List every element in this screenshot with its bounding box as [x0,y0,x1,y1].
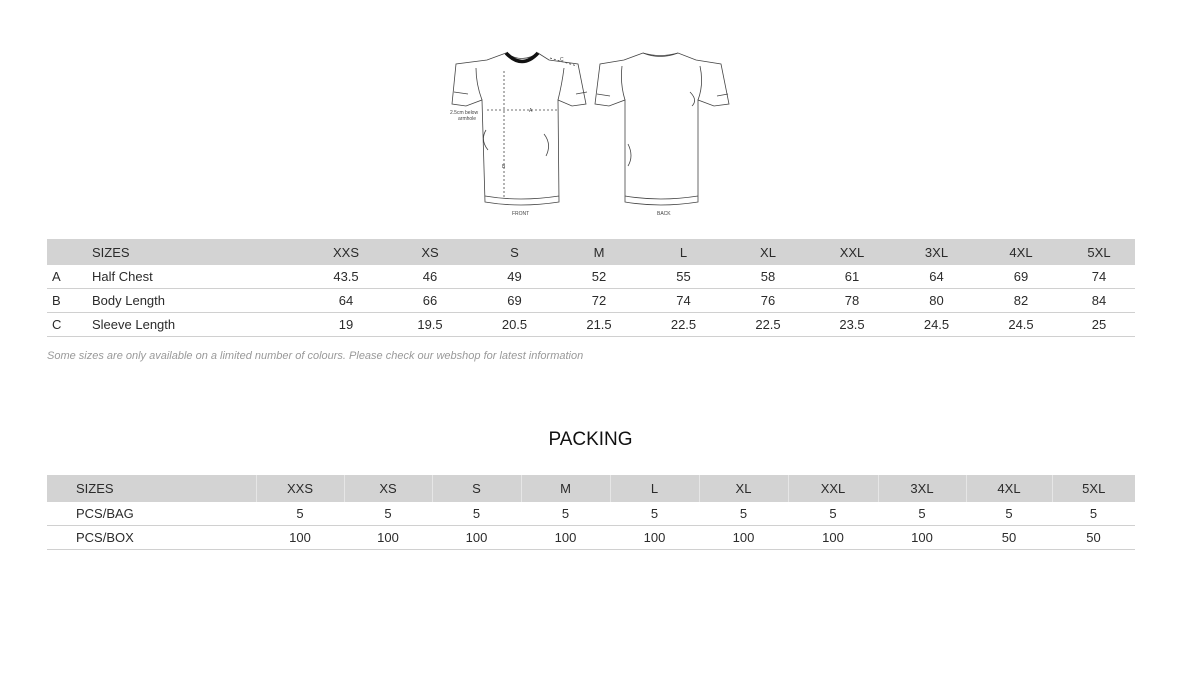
cell-value: 23.5 [810,313,894,337]
tshirt-front-drawing [452,53,587,205]
packing-table [47,475,1135,550]
cell-value: 19 [304,313,388,337]
packing-size-header-3xl: 3XL [878,475,966,502]
packing-size-header-s: S [432,475,521,502]
cell-value: 21.5 [557,313,641,337]
cell-value: 74 [1063,265,1135,289]
cell-value: 20.5 [472,313,557,337]
cell-value: 50 [1052,526,1135,550]
cell-value: 69 [472,289,557,313]
table-row-pcs-box [47,526,1135,550]
cell-value: 5 [699,502,788,526]
cell-value: 52 [557,265,641,289]
packing-size-header-xs: XS [344,475,432,502]
cell-value: 24.5 [894,313,979,337]
cell-value: 5 [966,502,1052,526]
cell-value: 64 [304,289,388,313]
packing-size-header-m: M [521,475,610,502]
front-label: FRONT [512,211,530,217]
cell-value: 100 [878,526,966,550]
row-label: PCS/BOX [47,526,256,550]
cell-value: 74 [641,289,726,313]
cell-value: 82 [979,289,1063,313]
size-header-4xl: 4XL [979,239,1063,265]
armhole-note-line2: armhole [458,116,477,122]
cell-value: 61 [810,265,894,289]
packing-size-header-4xl: 4XL [966,475,1052,502]
cell-value: 5 [878,502,966,526]
packing-size-header-xxs: XXS [256,475,344,502]
size-header-xl: XL [726,239,810,265]
cell-value: 58 [726,265,810,289]
size-header-xxs: XXS [304,239,388,265]
cell-value: 25 [1063,313,1135,337]
cell-value: 22.5 [641,313,726,337]
row-letter: B [47,289,92,313]
cell-value: 100 [699,526,788,550]
size-header-l: L [641,239,726,265]
cell-value: 64 [894,265,979,289]
armhole-note-line1: 2.5cm below [450,110,479,116]
row-label: Body Length [92,289,304,313]
cell-value: 46 [388,265,472,289]
cell-value: 5 [610,502,699,526]
cell-value: 72 [557,289,641,313]
size-header-xxl: XXL [810,239,894,265]
table-row-pcs-bag [47,502,1135,526]
cell-value: 84 [1063,289,1135,313]
measure-c-label: C [560,57,564,63]
cell-value: 66 [388,289,472,313]
row-letter: C [47,313,92,337]
cell-value: 100 [610,526,699,550]
cell-value: 100 [344,526,432,550]
cell-value: 43.5 [304,265,388,289]
cell-value: 24.5 [979,313,1063,337]
packing-title: PACKING [548,429,633,450]
size-table [47,239,1135,337]
packing-header-row [47,475,1135,502]
cell-value: 80 [894,289,979,313]
tshirt-illustration [440,44,740,220]
cell-value: 100 [432,526,521,550]
cell-value: 100 [521,526,610,550]
size-header-xs: XS [388,239,472,265]
cell-value: 22.5 [726,313,810,337]
cell-value: 5 [432,502,521,526]
cell-value: 5 [521,502,610,526]
sizes-header-label: SIZES [92,239,304,265]
size-table-header-row [47,239,1135,265]
size-header-m: M [557,239,641,265]
header-spacer [47,239,92,265]
cell-value: 100 [256,526,344,550]
table-row-body-length [47,289,1135,313]
packing-size-header-5xl: 5XL [1052,475,1135,502]
packing-size-header-xxl: XXL [788,475,878,502]
row-label: Half Chest [92,265,304,289]
cell-value: 5 [256,502,344,526]
measure-a-label: A [529,108,533,114]
table-row-half-chest [47,265,1135,289]
back-label: BACK [657,211,671,217]
row-label: PCS/BAG [47,502,256,526]
packing-sizes-header-label: SIZES [47,475,256,502]
packing-size-header-l: L [610,475,699,502]
cell-value: 5 [788,502,878,526]
cell-value: 55 [641,265,726,289]
size-header-s: S [472,239,557,265]
cell-value: 100 [788,526,878,550]
cell-value: 50 [966,526,1052,550]
tshirt-back-drawing [595,53,729,205]
cell-value: 69 [979,265,1063,289]
cell-value: 19.5 [388,313,472,337]
size-header-5xl: 5XL [1063,239,1135,265]
availability-note: Some sizes are only available on a limited number of colours. Please check our webshop for latest information [47,350,584,362]
size-header-3xl: 3XL [894,239,979,265]
cell-value: 78 [810,289,894,313]
cell-value: 49 [472,265,557,289]
cell-value: 5 [1052,502,1135,526]
row-label: Sleeve Length [92,313,304,337]
table-row-sleeve-length [47,313,1135,337]
packing-size-header-xl: XL [699,475,788,502]
cell-value: 76 [726,289,810,313]
measure-b-label: B [502,164,506,170]
cell-value: 5 [344,502,432,526]
row-letter: A [47,265,92,289]
